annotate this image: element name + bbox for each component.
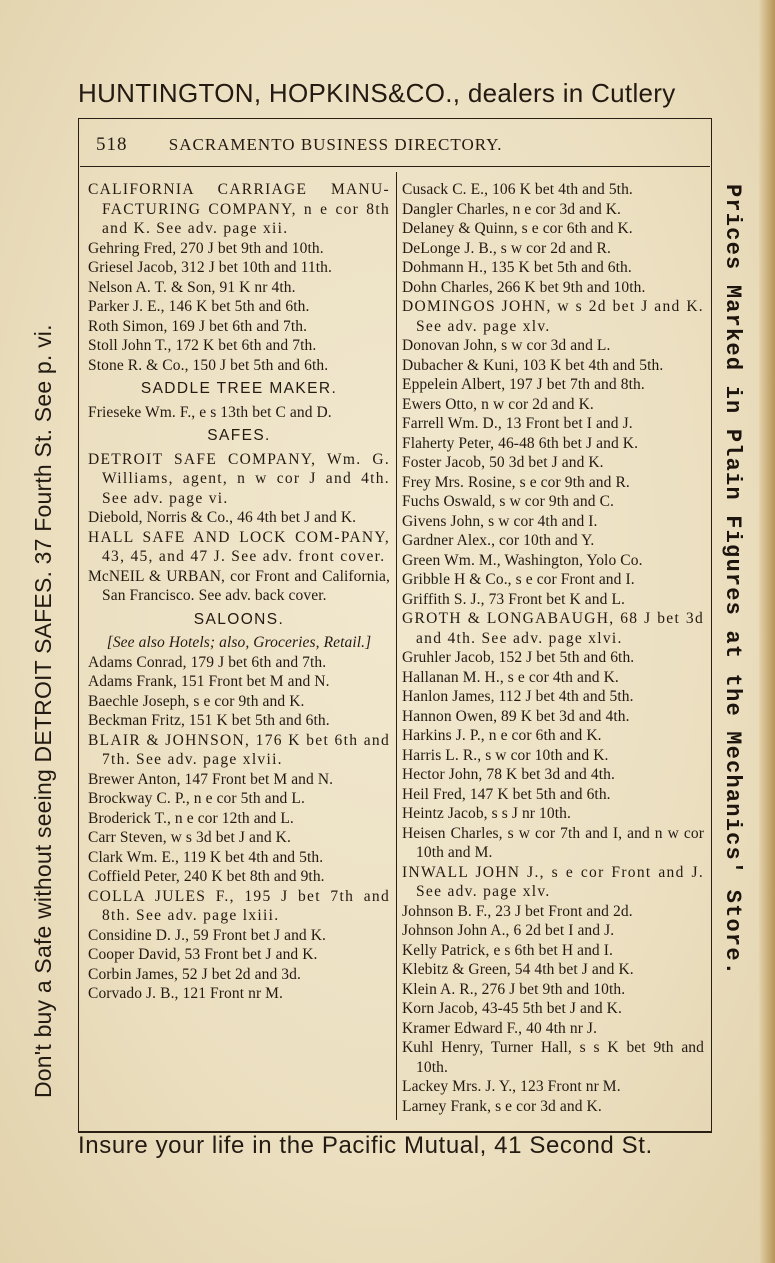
- listing-entry: Broderick T., n e cor 12th and L.: [88, 809, 294, 827]
- listing-entry: McNEIL & URBAN, cor Front and California, San Francisco. See adv. back cover.: [88, 567, 390, 604]
- listing-entry: Gribble H & Co., s e cor Front and I.: [402, 571, 635, 588]
- listing-entry: Green Wm. M., Washington, Yolo Co.: [402, 551, 643, 569]
- listing-entry: Roth Simon, 169 J bet 6th and 7th.: [88, 317, 308, 335]
- listing-entry: Dubacher & Kuni, 103 K bet 4th and 5th.: [402, 356, 664, 374]
- section-heading-saloons: SALOONS.: [193, 610, 285, 628]
- listing-entry: Cooper David, 53 Front bet J and K.: [88, 946, 318, 963]
- right-column: [402, 180, 704, 1116]
- listing-entry: Kelly Patrick, e s 6th bet H and I.: [402, 941, 613, 959]
- listing-entry: Hannon Owen, 89 K bet 3d and 4th.: [402, 707, 630, 725]
- top-advertisement: HUNTINGTON, HOPKINS&CO., dealers in Cutlery: [78, 78, 676, 108]
- listing-entry: Parker J. E., 146 K bet 5th and 6th.: [88, 298, 310, 315]
- listing-entry: Corvado J. B., 121 Front nr M.: [88, 985, 284, 1002]
- column-divider: [396, 172, 397, 1120]
- listing-entry: Frieseke Wm. F., e s 13th bet C and D.: [88, 403, 332, 421]
- listing-entry: Heintz Jacob, s s J nr 10th.: [402, 805, 571, 822]
- listing-entry: Kramer Edward F., 40 4th nr J.: [402, 1019, 598, 1037]
- listing-entry: Foster Jacob, 50 3d bet J and K.: [402, 454, 604, 471]
- cross-reference-note: [See also Hotels; also, Groceries, Retail.]: [106, 634, 372, 651]
- listing-entry: Stoll John T., 172 K bet 6th and 7th.: [88, 337, 317, 354]
- listing-entry: Heil Fred, 147 K bet 5th and 6th.: [402, 785, 611, 803]
- listing-entry: Delaney & Quinn, s e cor 6th and K.: [402, 220, 633, 237]
- page-number: 518: [96, 134, 128, 155]
- listing-entry: Korn Jacob, 43-45 5th bet J and K.: [402, 1000, 622, 1017]
- listing-entry: Donovan John, s w cor 3d and L.: [402, 337, 611, 354]
- listing-entry: Ewers Otto, n w cor 2d and K.: [402, 395, 594, 413]
- directory-title: SACRAMENTO BUSINESS DIRECTORY.: [168, 135, 503, 154]
- listing-entry: Givens John, s w cor 4th and I.: [402, 512, 598, 530]
- listing-entry: INWALL JOHN J., s e cor Front and J. See adv. page xlv.: [402, 863, 704, 900]
- listing-entry: DOMINGOS JOHN, w s 2d bet J and K. See adv. page xlv.: [402, 298, 704, 335]
- listing-entry: Flaherty Peter, 46-48 6th bet J and K.: [402, 434, 639, 452]
- listing-entry: Adams Frank, 151 Front bet M and N.: [88, 673, 330, 690]
- listing-entry: Coffield Peter, 240 K bet 8th and 9th.: [88, 868, 325, 885]
- listing-entry: Gruhler Jacob, 152 J bet 5th and 6th.: [402, 649, 635, 666]
- listing-entry: Hanlon James, 112 J bet 4th and 5th.: [402, 688, 634, 705]
- listing-entry: Gardner Alex., cor 10th and Y.: [402, 532, 595, 549]
- section-heading-saddle-tree-maker: SADDLE TREE MAKER.: [140, 380, 338, 397]
- listing-entry: Farrell Wm. D., 13 Front bet I and J.: [402, 415, 633, 432]
- listing-entry: Beckman Fritz, 151 K bet 5th and 6th.: [88, 712, 330, 729]
- page-edge: [759, 0, 775, 1263]
- listing-entry: Kuhl Henry, Turner Hall, s s K bet 9th and 10th.: [402, 1039, 704, 1076]
- listing-entry: Stone R. & Co., 150 J bet 5th and 6th.: [88, 356, 329, 374]
- page-header: [96, 134, 706, 156]
- listing-entry: Clark Wm. E., 119 K bet 4th and 5th.: [88, 848, 324, 866]
- listing-entry: Carr Steven, w s 3d bet J and K.: [88, 829, 291, 846]
- listing-entry: Fuchs Oswald, s w cor 9th and C.: [402, 493, 615, 510]
- right-side-advertisement: Prices Marked in Plain Figures at the Mechanics' Store.: [720, 184, 745, 977]
- listing-entry: Dohn Charles, 266 K bet 9th and 10th.: [402, 278, 646, 296]
- listing-entry: Nelson A. T. & Son, 91 K nr 4th.: [88, 278, 296, 296]
- listing-entry: Diebold, Norris & Co., 46 4th bet J and K.: [88, 509, 357, 526]
- listing-entry: Harris L. R., s w cor 10th and K.: [402, 746, 609, 764]
- listing-entry: HALL SAFE AND LOCK COM-PANY, 43, 45, and 47 J. See adv. front cover.: [88, 528, 390, 565]
- listing-entry: GROTH & LONGABAUGH, 68 J bet 3d and 4th. See adv. page xlvi.: [402, 610, 704, 647]
- listing-entry: Dohmann H., 135 K bet 5th and 6th.: [402, 259, 632, 276]
- listing-entry: BLAIR & JOHNSON, 176 K bet 6th and 7th. See adv. page xlvii.: [88, 731, 390, 768]
- listing-entry: Adams Conrad, 179 J bet 6th and 7th.: [88, 653, 327, 671]
- left-column: [88, 180, 390, 1004]
- listing-entry: Larney Frank, s e cor 3d and K.: [402, 1097, 602, 1115]
- listing-entry: Griesel Jacob, 312 J bet 10th and 11th.: [88, 259, 332, 276]
- listing-entry: Eppelein Albert, 197 J bet 7th and 8th.: [402, 376, 645, 393]
- listing-entry: Baechle Joseph, s e cor 9th and K.: [88, 692, 305, 710]
- header-divider: [80, 166, 710, 167]
- listing-entry: Dangler Charles, n e cor 3d and K.: [402, 200, 622, 218]
- listing-entry: Gehring Fred, 270 J bet 9th and 10th.: [88, 239, 324, 257]
- left-side-advertisement: Don't buy a Safe without seeing DETROIT SAFES. 37 Fourth St. See p. vi.: [30, 324, 56, 1098]
- listing-entry: Klein A. R., 276 J bet 9th and 10th.: [402, 980, 626, 998]
- listing-entry: Johnson B. F., 23 J bet Front and 2d.: [402, 902, 633, 920]
- listing-entry: DETROIT SAFE COMPANY, Wm. G. Williams, agent, n w cor J and 4th. See adv. page vi.: [88, 450, 390, 507]
- listing-entry: Hector John, 78 K bet 3d and 4th.: [402, 766, 615, 783]
- listing-entry: Cusack C. E., 106 K bet 4th and 5th.: [402, 181, 633, 198]
- listing-entry: COLLA JULES F., 195 J bet 7th and 8th. See adv. page lxiii.: [88, 887, 390, 924]
- listing-entry: Johnson John A., 6 2d bet I and J.: [402, 922, 615, 939]
- listing-entry: DeLonge J. B., s w cor 2d and R.: [402, 239, 611, 257]
- listing-entry: Klebitz & Green, 54 4th bet J and K.: [402, 961, 634, 978]
- listing-entry: Corbin James, 52 J bet 2d and 3d.: [88, 965, 301, 983]
- listing-entry: Heisen Charles, s w cor 7th and I, and n w cor 10th and M.: [402, 824, 704, 861]
- listing-entry: Frey Mrs. Rosine, s e cor 9th and R.: [402, 473, 630, 491]
- listing-entry: Griffith S. J., 73 Front bet K and L.: [402, 590, 625, 608]
- section-heading-safes: SAFES.: [207, 427, 271, 444]
- listing-entry: Hallanan M. H., s e cor 4th and K.: [402, 668, 619, 686]
- bottom-advertisement: Insure your life in the Pacific Mutual, 41 Second St.: [78, 1132, 653, 1159]
- listing-entry: Lackey Mrs. J. Y., 123 Front nr M.: [402, 1078, 621, 1095]
- listing-entry: CALIFORNIA CARRIAGE MANU-FACTURING COMPANY, n e cor 8th and K. See adv. page xii.: [88, 181, 390, 237]
- listing-entry: Brewer Anton, 147 Front bet M and N.: [88, 770, 334, 788]
- listing-entry: Considine D. J., 59 Front bet J and K.: [88, 926, 327, 944]
- listing-entry: Harkins J. P., n e cor 6th and K.: [402, 727, 602, 744]
- listing-entry: Brockway C. P., n e cor 5th and L.: [88, 790, 305, 807]
